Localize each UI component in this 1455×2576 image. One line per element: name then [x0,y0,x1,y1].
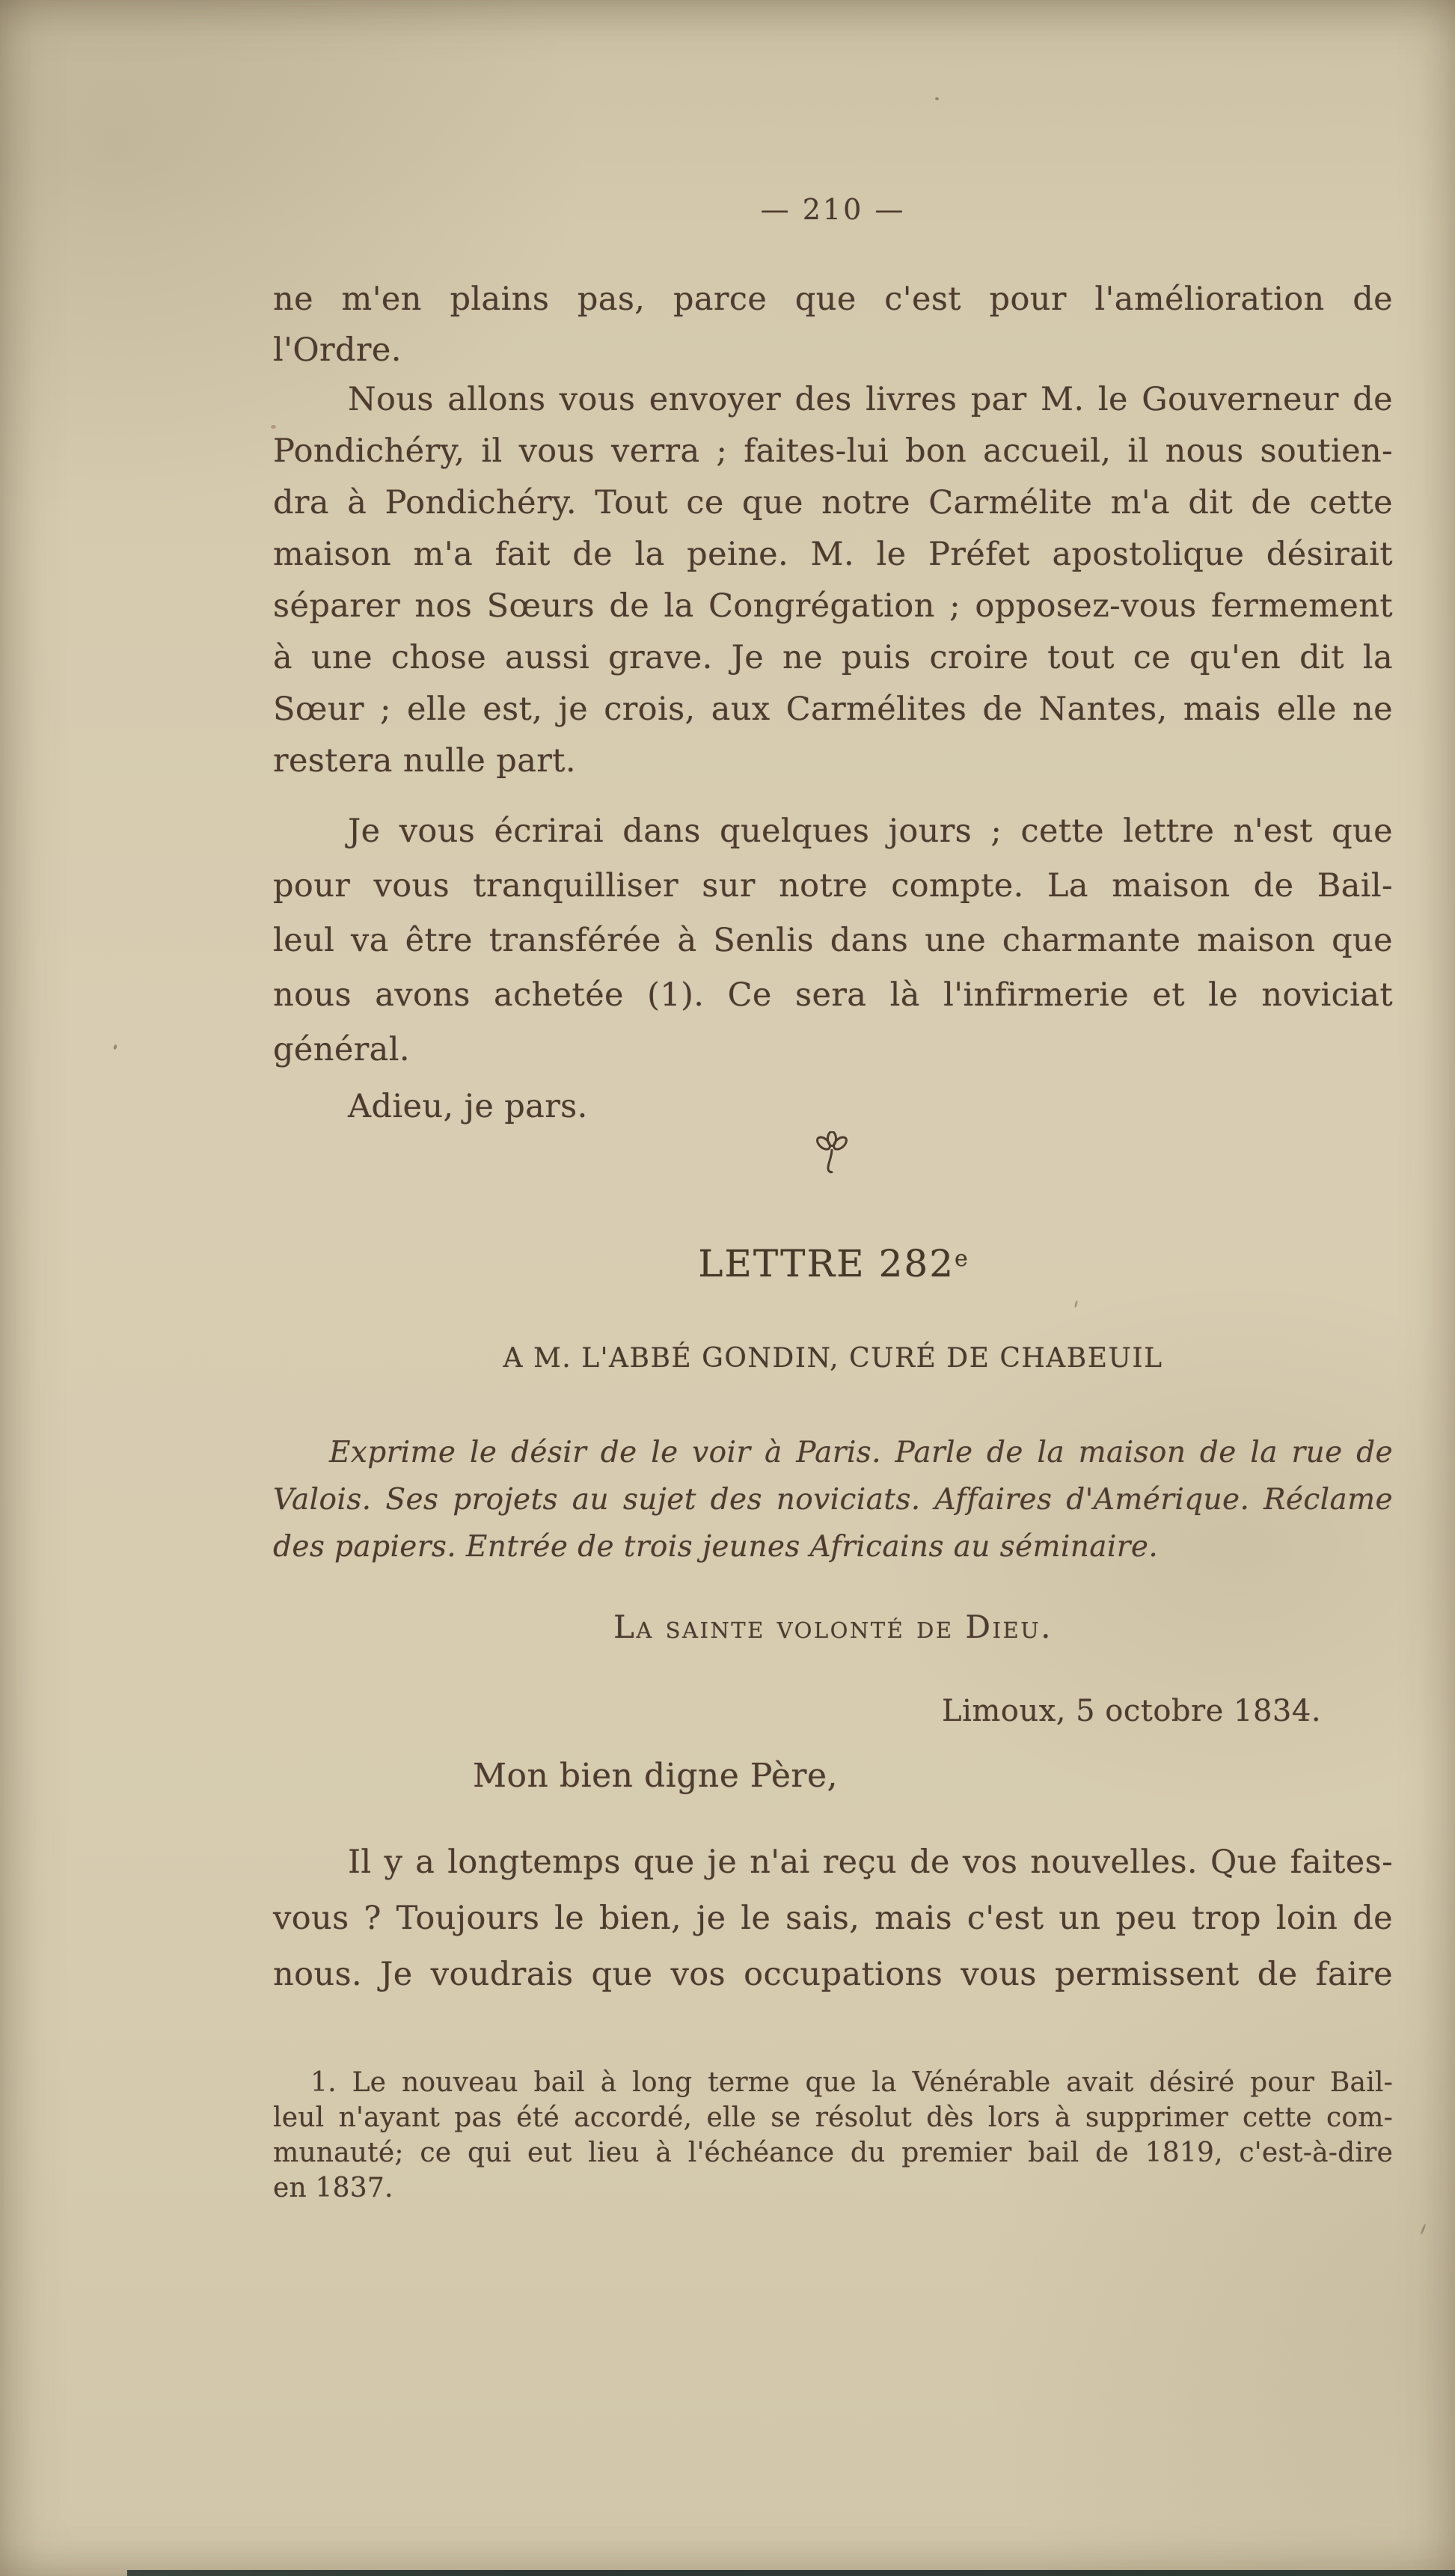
text-line: pour vous tranquilliser sur notre compte. La maison de Bail- [273,867,1393,905]
footnote-line: munauté; ce qui eut lieu à l'échéance du premier bail de 1819, c'est-à-dire [273,2138,1393,2168]
footnote-line: leul n'ayant pas été accordé, elle se résolut dès lors à supprimer cette com- [273,2102,1393,2133]
text-line: l'Ordre. [273,331,402,369]
paper-speck [1420,2224,1426,2235]
text-line: général. [273,1031,410,1068]
letter-paragraph [273,804,1393,1077]
text-line: à une chose aussi grave. Je ne puis croire tout ce qu'en dit la [273,639,1393,676]
letter-heading [273,1242,1393,1285]
dateline: Limoux, 5 octobre 1834. [942,1694,1322,1728]
paper-speck [271,425,276,429]
text-line: Pondichéry, il vous verra ; faites-lui bon accueil, il nous soutien- [273,432,1393,470]
letter-paragraph [273,374,1393,787]
fleuron-ornament [814,1131,850,1178]
footnote-line: 1. Le nouveau bail à long terme que la Vénérable avait désiré pour Bail- [310,2067,1393,2098]
summary-line: Valois. Ses projets au sujet des noviciats. Affaires d'Amérique. Réclame [273,1483,1393,1517]
paper-speck [935,97,939,100]
scan-edge-artifact [127,2570,1455,2576]
text-line: leul va être transférée à Senlis dans une charmante maison que [273,922,1393,959]
footnote-line: en 1837. [273,2173,393,2203]
text-line: nous avons achetée (1). Ce sera là l'infirmerie et le noviciat [273,976,1393,1014]
text-line: Je vous écrirai dans quelques jours ; cette lettre n'est que [348,813,1393,850]
paper-speck [1074,1300,1078,1308]
text-line: nous. Je voudrais que vos occupations vous permissent de faire [273,1956,1393,1993]
text-line: Sœur ; elle est, je crois, aux Carmélites de Nantes, mais elle ne [273,691,1393,728]
text-line: maison m'a fait de la peine. M. le Préfet apostolique désirait [273,536,1393,573]
text-line: séparer nos Sœurs de la Congrégation ; opposez-vous fermement [273,587,1393,625]
letter-summary [273,1429,1393,1570]
text-line: dra à Pondichéry. Tout ce que notre Carmélite m'a dit de cette [273,484,1393,521]
salutation-line: Mon bien digne Père, [473,1757,838,1795]
text-line: vous ? Toujours le bien, je le sais, mais c'est un peu trop loin de [273,1900,1393,1937]
letter-heading-title: LETTRE 282 [698,1242,955,1285]
letter-closing [273,1080,1393,1133]
letter-paragraph [273,1835,1393,2003]
paper-speck [113,1044,117,1050]
footnote [273,2065,1393,2206]
motto-line: La sainte volonté de Dieu. [613,1609,1053,1645]
text-line: Nous allons vous envoyer des livres par M. le Gouverneur de [348,381,1393,418]
page-number: — 210 — [760,193,906,226]
summary-line: Exprime le désir de le voir à Paris. Parle de la maison de la rue de [329,1436,1393,1469]
text-line: Adieu, je pars. [348,1088,588,1125]
summary-line: des papiers. Entrée de trois jeunes Africains au séminaire. [273,1530,1159,1564]
text-line: restera nulle part. [273,742,576,780]
text-line: Il y a longtemps que je n'ai reçu de vos nouvelles. Que faites- [348,1844,1393,1881]
letter-heading-ordinal-suffix: e [955,1246,968,1272]
addressee-line: A M. L'ABBÉ GONDIN, CURÉ DE CHABEUIL [503,1343,1163,1374]
letter-paragraph [273,274,1393,376]
text-line: ne m'en plains pas, parce que c'est pour l'amélioration de [273,281,1393,318]
